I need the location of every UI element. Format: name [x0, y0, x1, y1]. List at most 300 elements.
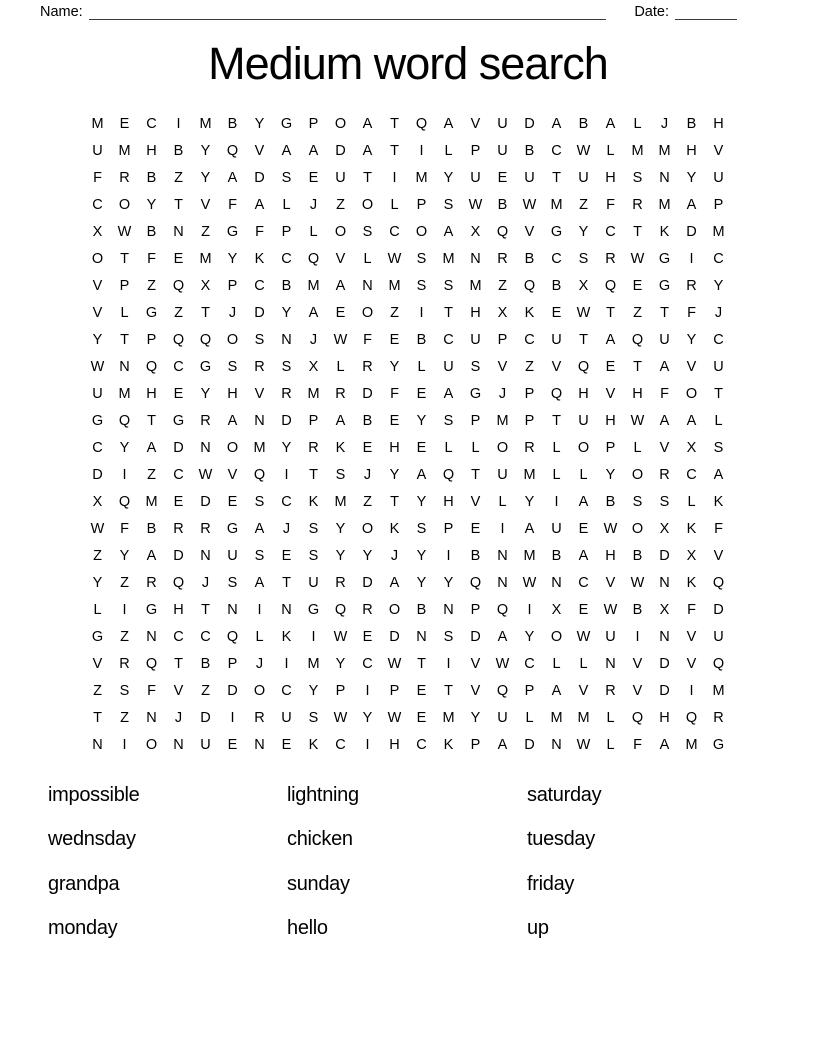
- grid-letter: C: [281, 251, 292, 267]
- grid-letter: H: [605, 548, 616, 564]
- grid-letter: W: [576, 305, 591, 321]
- grid-letter: R: [173, 521, 184, 537]
- grid-letter: T: [579, 332, 588, 348]
- grid-letter: Y: [470, 710, 481, 726]
- grid-letter: I: [392, 170, 397, 186]
- grid-letter: Q: [577, 359, 590, 375]
- grid-letter: Y: [389, 359, 400, 375]
- grid-letter: H: [659, 710, 670, 726]
- grid-letter: V: [254, 386, 265, 402]
- grid-letter: C: [416, 737, 427, 753]
- grid-letter: V: [470, 683, 481, 699]
- grid-letter: A: [362, 143, 373, 159]
- grid-letter: S: [335, 467, 346, 483]
- grid-letter: H: [146, 386, 157, 402]
- grid-letter: Q: [307, 251, 320, 267]
- grid-letter: Z: [174, 170, 183, 186]
- grid-letter: R: [335, 386, 346, 402]
- grid-letter: T: [309, 467, 318, 483]
- grid-letter: M: [307, 656, 320, 672]
- grid-letter: A: [605, 332, 616, 348]
- grid-letter: Z: [336, 197, 345, 213]
- grid-letter: Q: [118, 413, 131, 429]
- grid-letter: G: [199, 359, 212, 375]
- grid-letter: W: [576, 629, 591, 645]
- grid-letter: Y: [416, 494, 427, 510]
- grid-letter: J: [309, 197, 318, 213]
- grid-letter: A: [254, 521, 265, 537]
- grid-letter: O: [550, 629, 563, 645]
- grid-letter: W: [576, 737, 591, 753]
- grid-letter: G: [550, 224, 563, 240]
- grid-letter: D: [281, 413, 292, 429]
- page-title: Medium word search: [208, 38, 608, 89]
- grid-letter: T: [174, 656, 183, 672]
- grid-letter: R: [254, 710, 265, 726]
- grid-letter: M: [712, 224, 725, 240]
- grid-letter: L: [120, 305, 129, 321]
- grid-letter: O: [496, 440, 509, 456]
- grid-letter: L: [687, 494, 696, 510]
- grid-letter: W: [333, 710, 348, 726]
- grid-letter: N: [146, 710, 157, 726]
- grid-letter: Y: [92, 332, 103, 348]
- grid-letter: J: [714, 305, 723, 321]
- grid-letter: A: [146, 548, 157, 564]
- grid-letter: R: [146, 575, 157, 591]
- grid-letter: S: [308, 710, 319, 726]
- name-blank-line: [89, 5, 607, 20]
- grid-letter: K: [659, 224, 670, 240]
- grid-letter: N: [362, 278, 373, 294]
- grid-letter: O: [685, 386, 698, 402]
- grid-letter: S: [578, 251, 589, 267]
- grid-letter: C: [389, 224, 400, 240]
- grid-letter: H: [713, 116, 724, 132]
- word-list-item: monday: [48, 917, 118, 940]
- grid-letter: Y: [713, 278, 724, 294]
- grid-letter: A: [659, 737, 670, 753]
- grid-letter: O: [361, 521, 374, 537]
- grid-letter: U: [578, 413, 589, 429]
- grid-letter: K: [389, 521, 400, 537]
- grid-letter: C: [92, 197, 103, 213]
- grid-letter: T: [444, 305, 453, 321]
- grid-letter: H: [146, 143, 157, 159]
- grid-letter: Q: [172, 278, 185, 294]
- grid-letter: T: [633, 359, 642, 375]
- grid-letter: S: [362, 224, 373, 240]
- grid-letter: Y: [524, 629, 535, 645]
- grid-letter: R: [362, 602, 373, 618]
- grid-letter: X: [92, 494, 103, 510]
- grid-letter: M: [118, 386, 131, 402]
- grid-letter: H: [389, 440, 400, 456]
- grid-letter: N: [281, 602, 292, 618]
- grid-letter: C: [551, 143, 562, 159]
- grid-letter: M: [442, 710, 455, 726]
- grid-letter: C: [686, 467, 697, 483]
- grid-letter: Q: [172, 575, 185, 591]
- grid-letter: O: [361, 197, 374, 213]
- grid-letter: T: [390, 143, 399, 159]
- grid-letter: O: [226, 440, 239, 456]
- grid-letter: L: [336, 359, 345, 375]
- grid-letter: Q: [550, 386, 563, 402]
- grid-letter: A: [686, 413, 697, 429]
- grid-letter: M: [550, 197, 563, 213]
- grid-letter: O: [334, 224, 347, 240]
- grid-letter: M: [523, 467, 536, 483]
- word-list-column: [48, 773, 287, 951]
- grid-letter: L: [471, 440, 480, 456]
- grid-letter: L: [633, 116, 642, 132]
- grid-letter: M: [199, 251, 212, 267]
- grid-letter: S: [254, 332, 265, 348]
- grid-letter: V: [713, 143, 724, 159]
- grid-letter: C: [173, 629, 184, 645]
- grid-letter: M: [496, 413, 509, 429]
- grid-letter: V: [524, 224, 535, 240]
- grid-letter: A: [551, 116, 562, 132]
- grid-letter: S: [254, 548, 265, 564]
- grid-letter: Q: [145, 656, 158, 672]
- grid-letter: Q: [604, 278, 617, 294]
- word-list-item: up: [527, 917, 549, 940]
- grid-letter: Y: [362, 548, 373, 564]
- grid-letter: Q: [415, 116, 428, 132]
- grid-letter: L: [363, 251, 372, 267]
- grid-letter: A: [146, 440, 157, 456]
- grid-letter: V: [335, 251, 346, 267]
- grid-letter: Y: [416, 575, 427, 591]
- grid-letter: W: [630, 251, 645, 267]
- grid-letter: B: [362, 413, 373, 429]
- grid-letter: B: [146, 170, 157, 186]
- word-list-item: sunday: [287, 872, 350, 895]
- grid-letter: D: [362, 575, 373, 591]
- grid-letter: K: [686, 575, 697, 591]
- grid-letter: V: [686, 359, 697, 375]
- grid-letter: U: [443, 359, 454, 375]
- grid-letter: I: [365, 683, 370, 699]
- grid-letter: B: [173, 143, 184, 159]
- grid-letter: T: [552, 170, 561, 186]
- grid-letter: D: [173, 548, 184, 564]
- grid-letter: V: [497, 359, 508, 375]
- grid-letter: H: [443, 494, 454, 510]
- grid-letter: Q: [118, 494, 131, 510]
- grid-letter: N: [659, 575, 670, 591]
- grid-letter: B: [578, 116, 589, 132]
- grid-letter: S: [254, 494, 265, 510]
- grid-letter: K: [308, 737, 319, 753]
- grid-letter: F: [606, 197, 615, 213]
- grid-letter: Q: [469, 575, 482, 591]
- word-list-item: friday: [527, 872, 575, 895]
- grid-letter: D: [659, 548, 670, 564]
- grid-letter: B: [551, 548, 562, 564]
- grid-letter: C: [200, 629, 211, 645]
- grid-letter: S: [227, 575, 238, 591]
- grid-letter: D: [470, 629, 481, 645]
- grid-letter: I: [257, 602, 262, 618]
- grid-letter: F: [147, 251, 156, 267]
- grid-letter: B: [416, 332, 427, 348]
- grid-letter: R: [119, 170, 130, 186]
- grid-letter: R: [281, 386, 292, 402]
- grid-letter: L: [633, 440, 642, 456]
- grid-letter: Z: [363, 494, 372, 510]
- grid-letter: I: [284, 656, 289, 672]
- grid-letter: A: [254, 197, 265, 213]
- grid-letter: L: [417, 359, 426, 375]
- grid-letter: E: [173, 386, 184, 402]
- grid-letter: Q: [442, 467, 455, 483]
- grid-letter: S: [443, 278, 454, 294]
- grid-letter: W: [603, 602, 618, 618]
- grid-letter: D: [524, 116, 535, 132]
- grid-letter: Q: [496, 683, 509, 699]
- grid-letter: U: [713, 170, 724, 186]
- grid-letter: P: [308, 116, 319, 132]
- grid-letter: B: [146, 224, 157, 240]
- grid-letter: E: [227, 494, 238, 510]
- grid-letter: T: [471, 467, 480, 483]
- grid-letter: B: [686, 116, 697, 132]
- grid-letter: J: [363, 467, 372, 483]
- grid-letter: X: [497, 305, 508, 321]
- grid-letter: F: [147, 683, 156, 699]
- grid-letter: O: [145, 737, 158, 753]
- grid-letter: L: [255, 629, 264, 645]
- grid-letter: N: [200, 440, 211, 456]
- grid-letter: Q: [253, 467, 266, 483]
- grid-letter: I: [365, 737, 370, 753]
- grid-letter: N: [173, 737, 184, 753]
- grid-letter: D: [200, 710, 211, 726]
- grid-letter: N: [659, 170, 670, 186]
- grid-letter: I: [284, 467, 289, 483]
- grid-letter: A: [686, 197, 697, 213]
- grid-letter: P: [227, 656, 238, 672]
- grid-letter: F: [714, 521, 723, 537]
- grid-letter: L: [282, 197, 291, 213]
- grid-letter: G: [145, 602, 158, 618]
- grid-letter: N: [92, 737, 103, 753]
- grid-letter: X: [686, 548, 697, 564]
- grid-letter: R: [686, 278, 697, 294]
- grid-letter: G: [658, 251, 671, 267]
- grid-letter: B: [632, 602, 643, 618]
- grid-letter: H: [686, 143, 697, 159]
- grid-letter: Y: [443, 170, 454, 186]
- grid-letter: U: [551, 521, 562, 537]
- grid-letter: P: [281, 224, 292, 240]
- grid-letter: M: [199, 116, 212, 132]
- grid-letter: A: [551, 683, 562, 699]
- grid-letter: S: [308, 521, 319, 537]
- grid-letter: V: [92, 656, 103, 672]
- grid-letter: V: [578, 683, 589, 699]
- word-list-column: [527, 773, 816, 951]
- grid-letter: Y: [686, 170, 697, 186]
- grid-letter: T: [552, 413, 561, 429]
- grid-letter: A: [497, 737, 508, 753]
- grid-letter: H: [632, 386, 643, 402]
- grid-letter: Z: [120, 629, 129, 645]
- grid-letter: H: [227, 386, 238, 402]
- grid-letter: Q: [226, 143, 239, 159]
- grid-letter: W: [603, 521, 618, 537]
- grid-letter: T: [201, 602, 210, 618]
- grid-letter: U: [200, 737, 211, 753]
- grid-letter: F: [687, 305, 696, 321]
- grid-letter: A: [443, 116, 454, 132]
- grid-letter: S: [308, 548, 319, 564]
- grid-letter: K: [524, 305, 535, 321]
- grid-letter: E: [578, 602, 589, 618]
- grid-letter: Z: [390, 305, 399, 321]
- grid-letter: U: [227, 548, 238, 564]
- grid-letter: L: [552, 467, 561, 483]
- grid-letter: Y: [227, 251, 238, 267]
- grid-letter: X: [659, 521, 670, 537]
- grid-letter: S: [119, 683, 130, 699]
- grid-letter: P: [119, 278, 130, 294]
- grid-letter: U: [497, 467, 508, 483]
- grid-letter: F: [660, 386, 669, 402]
- grid-letter: C: [362, 656, 373, 672]
- grid-letter: U: [92, 386, 103, 402]
- grid-letter: Y: [146, 197, 157, 213]
- grid-letter: Z: [93, 683, 102, 699]
- grid-letter: L: [552, 656, 561, 672]
- grid-letter: C: [713, 332, 724, 348]
- grid-letter: V: [686, 629, 697, 645]
- grid-letter: F: [255, 224, 264, 240]
- grid-letter: Q: [226, 629, 239, 645]
- grid-letter: C: [146, 116, 157, 132]
- grid-letter: I: [311, 629, 316, 645]
- grid-letter: G: [307, 602, 320, 618]
- grid-letter: W: [90, 521, 105, 537]
- grid-letter: C: [92, 440, 103, 456]
- grid-letter: R: [605, 683, 616, 699]
- grid-letter: M: [253, 440, 266, 456]
- grid-letter: J: [255, 656, 264, 672]
- grid-letter: Y: [686, 332, 697, 348]
- grid-letter: H: [605, 413, 616, 429]
- grid-letter: E: [416, 683, 427, 699]
- grid-letter: B: [497, 197, 508, 213]
- grid-letter: J: [390, 548, 399, 564]
- grid-letter: E: [281, 737, 292, 753]
- grid-letter: G: [469, 386, 482, 402]
- grid-letter: S: [281, 170, 292, 186]
- grid-letter: K: [686, 521, 697, 537]
- grid-letter: W: [333, 629, 348, 645]
- grid-letter: F: [93, 170, 102, 186]
- grid-letter: V: [173, 683, 184, 699]
- grid-letter: Q: [145, 359, 158, 375]
- grid-letter: P: [524, 386, 535, 402]
- grid-letter: D: [389, 629, 400, 645]
- grid-letter: E: [551, 305, 562, 321]
- grid-letter: X: [578, 278, 589, 294]
- grid-letter: Q: [496, 602, 509, 618]
- grid-letter: N: [281, 332, 292, 348]
- grid-letter: Y: [200, 143, 211, 159]
- grid-letter: F: [120, 521, 129, 537]
- grid-letter: Y: [281, 305, 292, 321]
- grid-letter: A: [659, 413, 670, 429]
- grid-letter: N: [146, 629, 157, 645]
- grid-letter: I: [122, 467, 127, 483]
- grid-letter: R: [308, 440, 319, 456]
- grid-letter: U: [713, 359, 724, 375]
- word-list-item: wednsday: [48, 828, 136, 851]
- grid-letter: Y: [254, 116, 265, 132]
- grid-letter: D: [524, 737, 535, 753]
- grid-letter: S: [416, 521, 427, 537]
- grid-letter: Y: [605, 467, 616, 483]
- grid-letter: N: [119, 359, 130, 375]
- grid-letter: N: [551, 737, 562, 753]
- grid-letter: X: [308, 359, 319, 375]
- grid-letter: U: [470, 332, 481, 348]
- grid-letter: B: [524, 251, 535, 267]
- grid-letter: V: [605, 575, 616, 591]
- grid-letter: M: [442, 251, 455, 267]
- grid-letter: V: [200, 197, 211, 213]
- grid-letter: Y: [389, 467, 400, 483]
- grid-letter: W: [630, 413, 645, 429]
- grid-letter: W: [576, 143, 591, 159]
- grid-letter: D: [200, 494, 211, 510]
- grid-letter: Y: [200, 386, 211, 402]
- word-list-column: [287, 773, 527, 951]
- grid-letter: I: [446, 548, 451, 564]
- word-list-item: impossible: [48, 783, 140, 806]
- grid-letter: U: [713, 629, 724, 645]
- grid-letter: S: [632, 494, 643, 510]
- grid-letter: E: [389, 413, 400, 429]
- grid-letter: A: [335, 413, 346, 429]
- grid-letter: R: [362, 359, 373, 375]
- grid-letter: L: [579, 656, 588, 672]
- grid-letter: N: [497, 548, 508, 564]
- grid-letter: B: [551, 278, 562, 294]
- grid-letter: M: [118, 143, 131, 159]
- grid-letter: Z: [201, 224, 210, 240]
- grid-letter: L: [525, 710, 534, 726]
- grid-letter: Y: [119, 440, 130, 456]
- date-blank-line: [675, 5, 737, 20]
- grid-letter: Q: [199, 332, 212, 348]
- grid-letter: A: [227, 413, 238, 429]
- grid-letter: D: [713, 602, 724, 618]
- grid-letter: I: [122, 602, 127, 618]
- grid-letter: Z: [93, 548, 102, 564]
- grid-letter: G: [226, 224, 239, 240]
- grid-letter: P: [497, 332, 508, 348]
- grid-letter: E: [308, 170, 319, 186]
- grid-letter: D: [92, 467, 103, 483]
- grid-letter: B: [605, 494, 616, 510]
- word-list-item: hello: [287, 917, 328, 940]
- grid-letter: F: [228, 197, 237, 213]
